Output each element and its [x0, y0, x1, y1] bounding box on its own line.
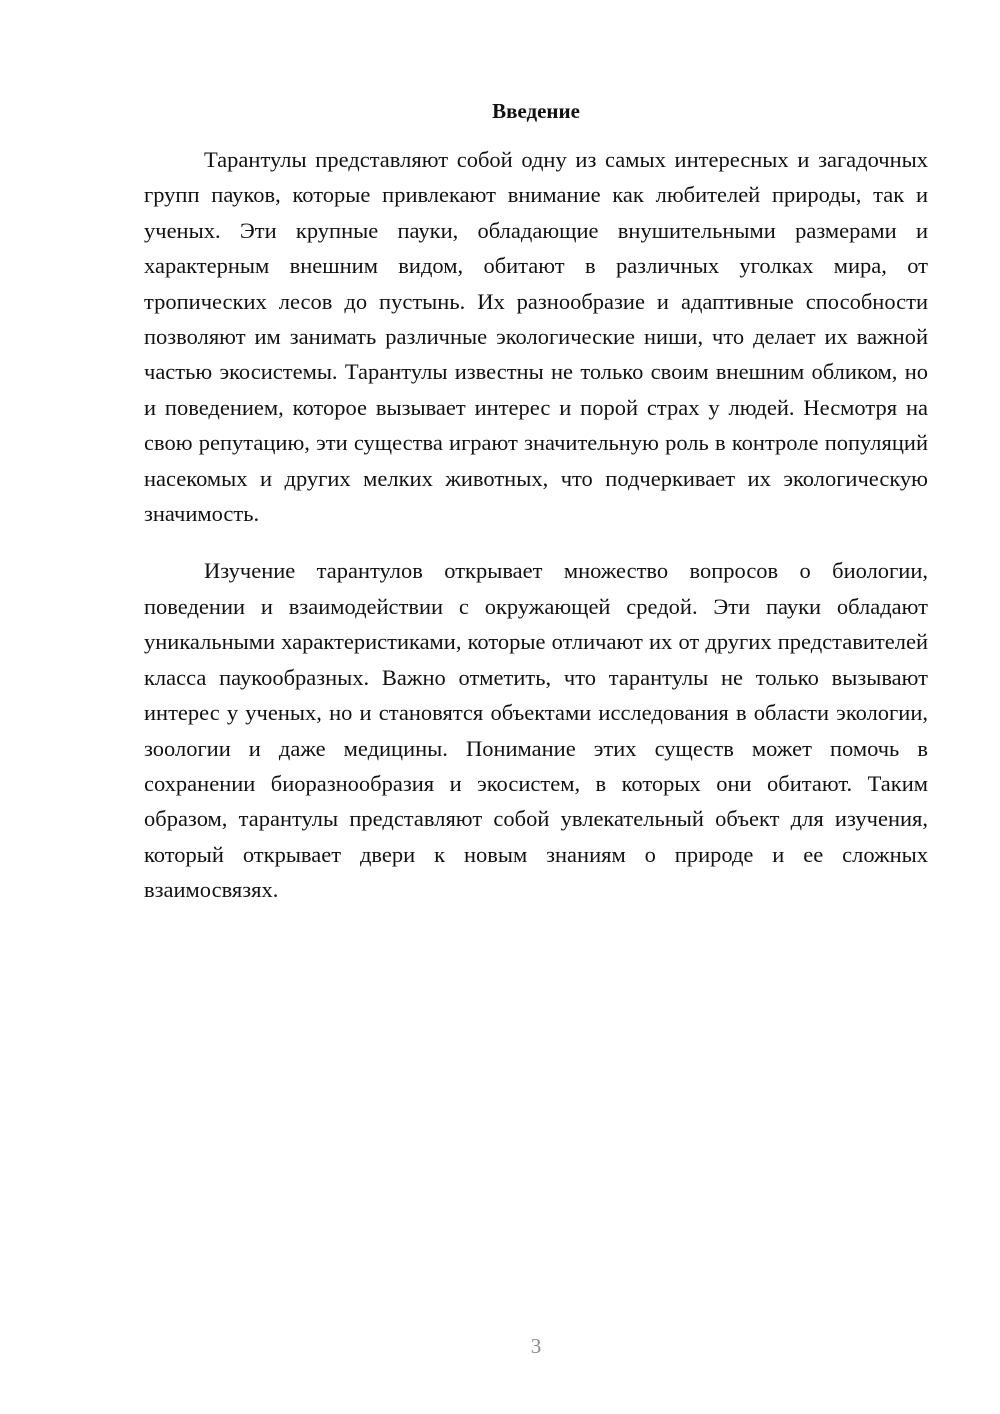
section-title: Введение: [492, 99, 580, 123]
page-number: 3: [530, 1334, 542, 1358]
body-text: [144, 142, 928, 930]
paragraph-1: Тарантулы представляют собой одну из самых интересных и загадочных групп пауков, которые привлекают внимание как любителей природы, так и ученых. Эти крупные пауки, обладающие внушительными размерами и характерным внешним видом, обитают в различных уголках мира, от тропических лесов до пустынь. Их разнообразие и адаптивные способности позволяют им занимать различные экологические ниши, что делает их важной частью экосистемы. Тарантулы известны не только своим внешним обликом, но и поведением, которое вызывает интерес и порой страх у людей. Несмотря на свою репутацию, эти существа играют значительную роль в контроле популяций насекомых и других мелких животных, что подчеркивает их экологическую значимость.: [144, 147, 928, 527]
paragraph-2: Изучение тарантулов открывает множество вопросов о биологии, поведении и взаимодействии с окружающей средой. Эти пауки обладают уникальными характеристиками, которые отличают их от других представителей класса паукообразных. Важно отметить, что тарантулы не только вызывают интерес у ученых, но и становятся объектами исследования в области экологии, зоологии и даже медицины. Понимание этих существ может помочь в сохранении биоразнообразия и экосистем, в которых они обитают. Таким образом, тарантулы представляют собой увлекательный объект для изучения, который открывает двери к новым знаниям о природе и ее сложных взаимосвязях.: [144, 558, 928, 903]
